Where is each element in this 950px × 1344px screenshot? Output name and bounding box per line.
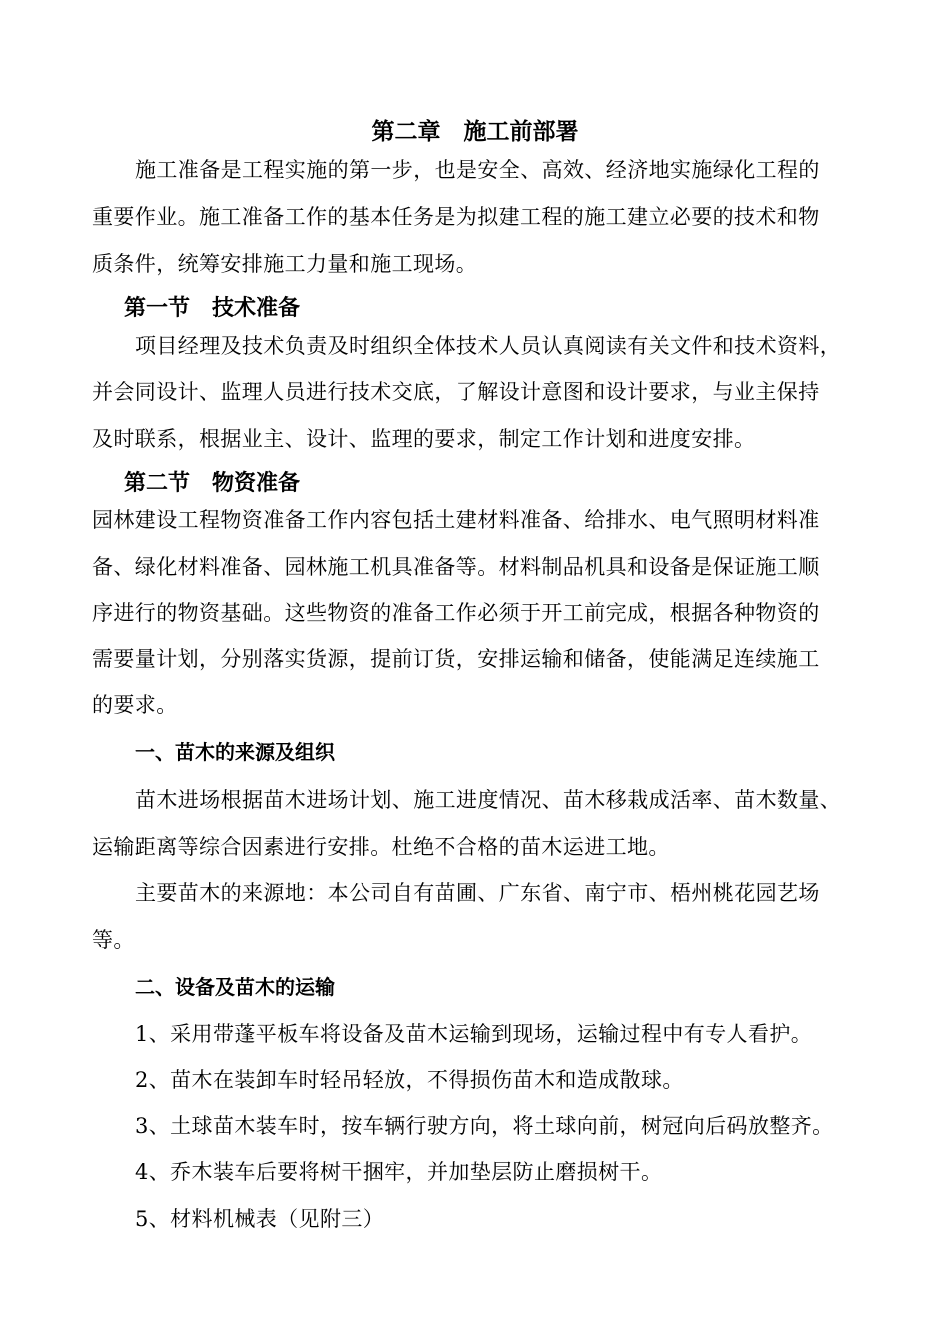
sub1-line: 等。 (92, 928, 135, 952)
subsection-title-seedling-source: 一、苗木的来源及组织 (135, 740, 335, 764)
section2-line: 需要量计划，分别落实货源，提前订货，安排运输和储备，使能满足连续施工 (92, 647, 820, 671)
section-title-technical: 第一节 技术准备 (124, 295, 301, 321)
section2-line: 备、绿化材料准备、园林施工机具准备等。材料制品机具和设备是保证施工顺 (92, 555, 820, 579)
section2-line: 的要求。 (92, 693, 178, 717)
chapter-title: 第二章 施工前部署 (371, 118, 579, 145)
intro-line: 重要作业。施工准备工作的基本任务是为拟建工程的施工建立必要的技术和物 (92, 205, 820, 229)
section1-line: 项目经理及技术负责及时组织全体技术人员认真阅读有关文件和技术资料， (135, 334, 842, 358)
section2-line: 序进行的物资基础。这些物资的准备工作必须于开工前完成，根据各种物资的 (92, 601, 820, 625)
section1-line: 及时联系，根据业主、设计、监理的要求，制定工作计划和进度安排。 (92, 427, 756, 451)
intro-line: 施工准备是工程实施的第一步，也是安全、高效、经济地实施绿化工程的 (135, 158, 820, 182)
sub1-line: 运输距离等综合因素进行安排。杜绝不合格的苗木运进工地。 (92, 835, 670, 859)
intro-line: 质条件，统筹安排施工力量和施工现场。 (92, 252, 478, 276)
sub1-line: 主要苗木的来源地：本公司自有苗圃、广东省、南宁市、梧州桃花园艺场 (135, 881, 820, 905)
list-item: 4、乔木装车后要将树干捆牢，并加垫层防止磨损树干。 (135, 1160, 663, 1184)
subsection-title-transport: 二、设备及苗木的运输 (135, 975, 335, 999)
section2-line: 园林建设工程物资准备工作内容包括土建材料准备、给排水、电气照明材料准 (92, 508, 820, 532)
sub1-line: 苗木进场根据苗木进场计划、施工进度情况、苗木移栽成活率、苗木数量、 (135, 788, 842, 812)
section1-line: 并会同设计、监理人员进行技术交底，了解设计意图和设计要求，与业主保持 (92, 380, 820, 404)
list-item: 2、苗木在装卸车时轻吊轻放，不得损伤苗木和造成散球。 (135, 1068, 684, 1092)
list-item: 3、土球苗木装车时，按车辆行驶方向，将土球向前，树冠向后码放整齐。 (135, 1114, 834, 1138)
list-item: 1、采用带蓬平板车将设备及苗木运输到现场，运输过程中有专人看护。 (135, 1022, 813, 1046)
section-title-materials: 第二节 物资准备 (124, 470, 301, 496)
list-item: 5、材料机械表（见附三） (135, 1207, 385, 1231)
